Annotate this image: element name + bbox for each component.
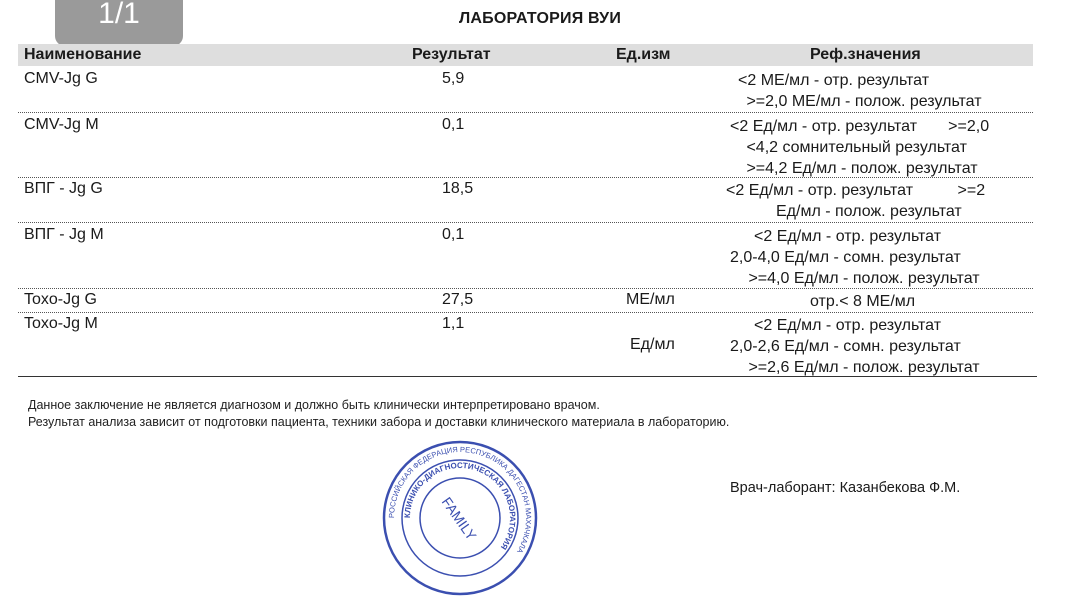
disclaimer-note: Данное заключение не является диагнозом и должно быть клинически интерпретировано врачом.	[28, 398, 600, 412]
reference-values	[708, 70, 1038, 112]
test-name: Toxo-Jg M	[24, 315, 98, 332]
test-name: CMV-Jg G	[24, 70, 98, 87]
test-unit: МЕ/мл	[626, 291, 675, 308]
test-result: 18,5	[442, 180, 474, 197]
ref-line: 2,0-2,6 Ед/мл - сомн. результат	[730, 338, 961, 355]
ref-line: <2 МЕ/мл - отр. результат	[738, 72, 930, 89]
ref-line: <4,2 сомнительный результат	[742, 139, 967, 156]
ref-line: >=2,6 Ед/мл - полож. результат	[744, 359, 980, 376]
ref-line: <2 Ед/мл - отр. результат	[754, 228, 942, 245]
page-badge: 1/1	[55, 0, 183, 46]
table-header	[18, 44, 1033, 66]
page-title: ЛАБОРАТОРИЯ ВУИ	[458, 10, 622, 27]
test-name: Toxo-Jg G	[24, 291, 97, 308]
reference-values	[708, 180, 1038, 222]
row-separator	[18, 222, 1033, 223]
reference-values	[708, 291, 1038, 312]
row-separator	[18, 312, 1033, 313]
test-result: 1,1	[442, 315, 465, 332]
reference-values	[708, 116, 1038, 179]
test-result: 27,5	[442, 291, 474, 308]
ref-line: Ед/мл - полож. результат	[776, 203, 962, 220]
ref-line: <2 Ед/мл - отр. результат >=2	[726, 182, 986, 199]
column-header-unit: Ед.изм	[616, 46, 671, 63]
table-bottom-border	[18, 376, 1037, 377]
stamp-inner-text: КЛИНИКО-ДИАГНОСТИЧЕСКАЯ ЛАБОРАТОРИЯ	[402, 460, 518, 552]
test-result: 0,1	[442, 226, 465, 243]
column-header-name: Наименование	[24, 46, 142, 63]
column-header-ref: Реф.значения	[810, 46, 921, 63]
ref-line: отр.< 8 МЕ/мл	[810, 293, 916, 310]
stamp-center-text: FAMILY	[438, 494, 480, 544]
row-separator	[18, 288, 1033, 289]
stamp-outer-text: РОССИЙСКАЯ ФЕДЕРАЦИЯ РЕСПУБЛИКА ДАГЕСТАН МАХАЧКАЛА	[386, 444, 534, 555]
ref-line: <2 Ед/мл - отр. результат >=2,0	[730, 118, 990, 135]
test-name: CMV-Jg M	[24, 116, 99, 133]
ref-line: 2,0-4,0 Ед/мл - сомн. результат	[730, 249, 961, 266]
column-header-result: Результат	[412, 46, 491, 63]
ref-line: >=2,0 МЕ/мл - полож. результат	[742, 93, 982, 110]
disclaimer-note: Результат анализа зависит от подготовки пациента, техники забора и доставки клинического материала в лабораторию.	[28, 415, 730, 429]
ref-line: <2 Ед/мл - отр. результат	[754, 317, 942, 334]
row-separator	[18, 112, 1033, 113]
test-unit: Ед/мл	[630, 336, 675, 353]
test-name: ВПГ - Jg G	[24, 180, 103, 197]
test-result: 0,1	[442, 116, 465, 133]
reference-values	[708, 226, 1038, 289]
doctor-signature-line: Врач-лаборант: Казанбекова Ф.М.	[730, 480, 961, 496]
ref-line: >=4,2 Ед/мл - полож. результат	[742, 160, 978, 177]
lab-stamp-seal	[380, 438, 540, 598]
ref-line: >=4,0 Ед/мл - полож. результат	[744, 270, 980, 287]
test-result: 5,9	[442, 70, 465, 87]
row-separator	[18, 177, 1033, 178]
test-name: ВПГ - Jg M	[24, 226, 104, 243]
reference-values	[708, 315, 1038, 378]
